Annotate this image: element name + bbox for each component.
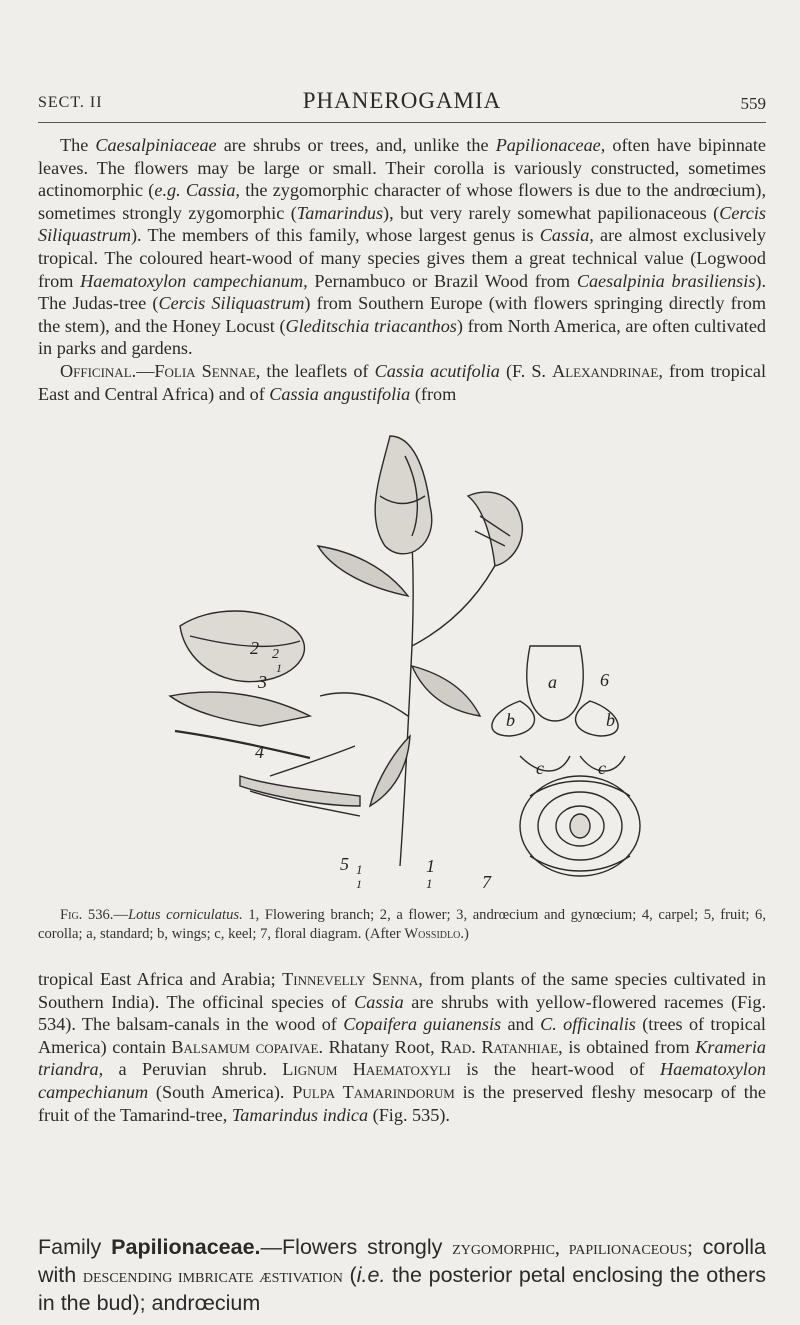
label-2: 2 — [250, 638, 259, 658]
side-stem — [412, 556, 500, 646]
label-6: 6 — [600, 670, 609, 690]
section-label: SECT. II — [38, 94, 103, 111]
label-5: 5 — [340, 854, 349, 874]
paragraph-officinal: Officinal.—Folia Sennae, the leaflets of Cassia acutifolia (F. S. Alexandrinae, from tropical East and Central Africa) and of Cassia angustifolia (from — [38, 360, 766, 404]
page-title: PHANEROGAMIA — [302, 88, 502, 113]
page-number: 559 — [740, 94, 766, 113]
androecium — [170, 692, 310, 726]
flower-detail — [180, 611, 304, 682]
family-papilionaceae-heading: Family Papilionaceae.—Flowers strongly zygomorphic, papilionaceous; corolla with descending imbricate æstivation (i.e. the posterior petal enclosing the others in the bud); andrœcium — [38, 1235, 766, 1315]
paragraph-caesalpiniaceae: The Caesalpiniaceae are shrubs or trees, and, unlike the Papilionaceae, often have bipinnate leaves. The flowers may be large or small. Their corolla is variously constructed, sometimes actinomorphic (e.g. Cassia, the zygomorphic character of whose flowers is due to the andrœcium), sometimes strongly zygomorphic (Tamarindus), but very rarely somewhat papilionaceous (Cercis Siliquastrum). The members of this family, whose largest genus is Cassia, are almost exclusively tropical. The coloured heart-wood of many species gives them a great technical value (Logwood from Haematoxylon campechianum, Pernambuco or Brazil Wood from Caesalpinia brasiliensis). The Judas-tree (Cercis Siliquastrum) from Southern Europe (with flowers springing directly from the stem), and the Honey Locust (Gleditschia triacanthos) from North America, are often cultivated in parks and gardens. — [38, 135, 767, 359]
figure-536 — [150, 396, 770, 896]
label-4: 4 — [255, 742, 264, 762]
label-5-sub2: 1 — [356, 877, 362, 891]
label-1: 1 — [426, 856, 435, 876]
flower-cluster — [375, 436, 432, 554]
leaf — [318, 546, 408, 596]
label-1-small: 1 — [276, 661, 282, 675]
fruit — [240, 776, 360, 806]
label-b-left: b — [506, 710, 515, 730]
label-c-right: c — [598, 758, 606, 778]
carpel — [175, 731, 310, 758]
label-7: 7 — [482, 872, 491, 892]
running-header — [38, 88, 766, 123]
leaf — [412, 666, 480, 716]
figure-caption: Fig. 536.—Lotus corniculatus. 1, Flowering branch; 2, a flower; 3, andrœcium and gynœcium; 4, carpel; 5, fruit; 6, corolla; a, standard; b, wings; c, keel; 7, floral diagram. (After Wossidlo.) — [38, 907, 766, 942]
paragraph-tinnevelly: tropical East Africa and Arabia; Tinnevelly Senna, from plants of the same species cultivated in Southern India). The officinal species of Cassia are shrubs with yellow-flowered racemes (Fig. 534). The balsam-canals in the wood of Copaifera guianensis and C. officinalis (trees of tropical America) contain Balsamum copaivae. Rhatany Root, Rad. Ratanhiae, is obtained from Krameria triandra, a Peruvian shrub. Lignum Haematoxyli is the heart-wood of Haematoxylon campechianum (South America). Pulpa Tamarindorum is the preserved fleshy mesocarp of the fruit of the Tamarind-tree, Tamarindus indica (Fig. 535). — [38, 969, 767, 1125]
label-3: 3 — [258, 672, 267, 692]
corolla-keel — [520, 756, 570, 771]
label-2-small: 2 — [272, 647, 279, 662]
label-5-sub: 1 — [356, 862, 363, 877]
lotus-illustration — [150, 396, 770, 896]
label-a: a — [548, 672, 557, 692]
label-c-left: c — [536, 758, 544, 778]
main-text-bottom — [38, 968, 766, 1126]
label-b-right: b — [606, 710, 615, 730]
label-1-sub: 1 — [426, 876, 433, 891]
main-text-top — [38, 134, 766, 405]
